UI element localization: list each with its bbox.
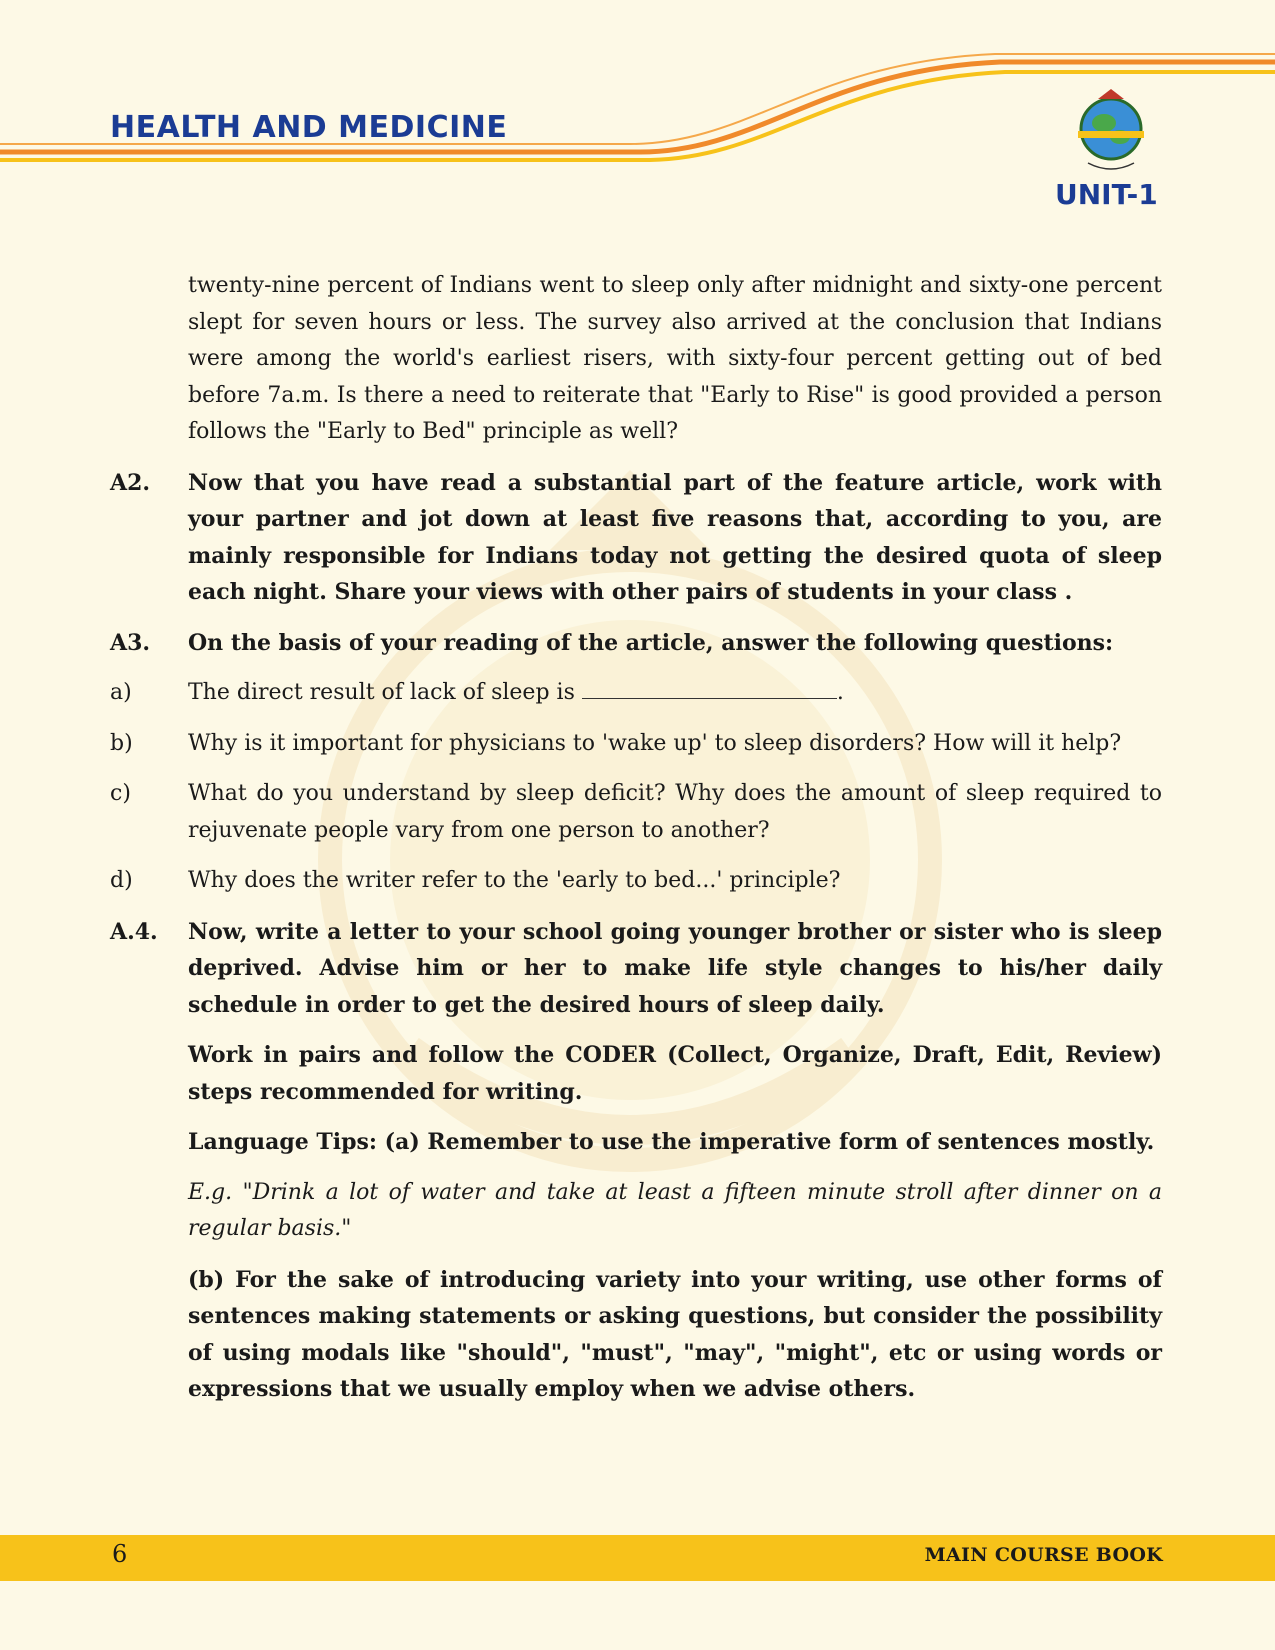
main-content — [110, 268, 1162, 1422]
chapter-title: HEALTH AND MEDICINE — [110, 110, 508, 145]
school-emblem-icon — [1068, 85, 1154, 175]
page-number: 6 — [112, 1540, 128, 1568]
coder-instructions: Work in pairs and follow the CODER (Collect, Organize, Draft, Edit, Review) steps recommended for writing. — [188, 1042, 1162, 1105]
sub-question-text: Why does the writer refer to the 'early to bed...' principle? — [188, 868, 841, 893]
sub-question-label: a) — [110, 680, 132, 705]
sub-question-label: c) — [110, 781, 131, 806]
intro-paragraph: twenty-nine percent of Indians went to sleep only after midnight and sixty-one percent slept for seven hours or less. The survey also arrived at the conclusion that Indians were among the world's earliest risers, with sixty-four percent getting out of bed before 7a.m. Is there a need to reiterate that "Early to Rise" is good provided a person follows the "Early to Bed" principle as well? — [188, 273, 1162, 444]
question-text: On the basis of your reading of the article, answer the following questions: — [188, 629, 1114, 656]
question-label: A2. — [110, 469, 151, 496]
example-sentence: E.g. "Drink a lot of water and take at least a fifteen minute stroll after dinner on a regular basis." — [188, 1179, 1162, 1241]
question-a3 — [110, 625, 1162, 662]
sub-question-c — [110, 776, 1162, 849]
sub-question-suffix: . — [836, 680, 844, 705]
book-name: MAIN COURSE BOOK — [924, 1544, 1163, 1566]
language-tip-a: Language Tips: (a) Remember to use the imperative form of sentences mostly. — [188, 1129, 1155, 1155]
question-label: A.4. — [110, 918, 158, 945]
question-a2 — [110, 465, 1162, 611]
language-tip-b: (b) For the sake of introducing variety into your writing, use other forms of sentences making statements or asking questions, but consider the possibility of using modals like "should", "must", "may", "might", etc or using words or expressions that we usually employ when we advise others. — [188, 1266, 1162, 1402]
unit-label: UNIT-1 — [1055, 178, 1158, 211]
question-a4 — [110, 914, 1162, 1024]
question-text: Now, write a letter to your school going younger brother or sister who is sleep deprived. Advise him or her to make life style changes to his/her daily schedule in order to get the desired hours of sleep daily. — [188, 918, 1162, 1018]
sub-question-d — [110, 863, 1162, 900]
sub-question-b — [110, 726, 1162, 763]
sub-question-label: b) — [110, 730, 133, 756]
sub-question-text: The direct result of lack of sleep is — [188, 680, 575, 705]
fill-in-blank[interactable] — [582, 676, 837, 699]
sub-question-label: d) — [110, 868, 133, 893]
sub-question-text: Why is it important for physicians to 'wake up' to sleep disorders? How will it help? — [188, 730, 1122, 756]
sub-question-text: What do you understand by sleep deficit? Why does the amount of sleep required to rejuvenate people vary from one person to another? — [188, 781, 1162, 843]
question-text: Now that you have read a substantial part of the feature article, work with your partner and jot down at least five reasons that, according to you, are mainly responsible for Indians today not getting the desired quota of sleep each night. Share your views with other pairs of students in your class . — [188, 469, 1162, 605]
sub-question-a — [110, 675, 1162, 712]
question-label: A3. — [110, 629, 151, 656]
